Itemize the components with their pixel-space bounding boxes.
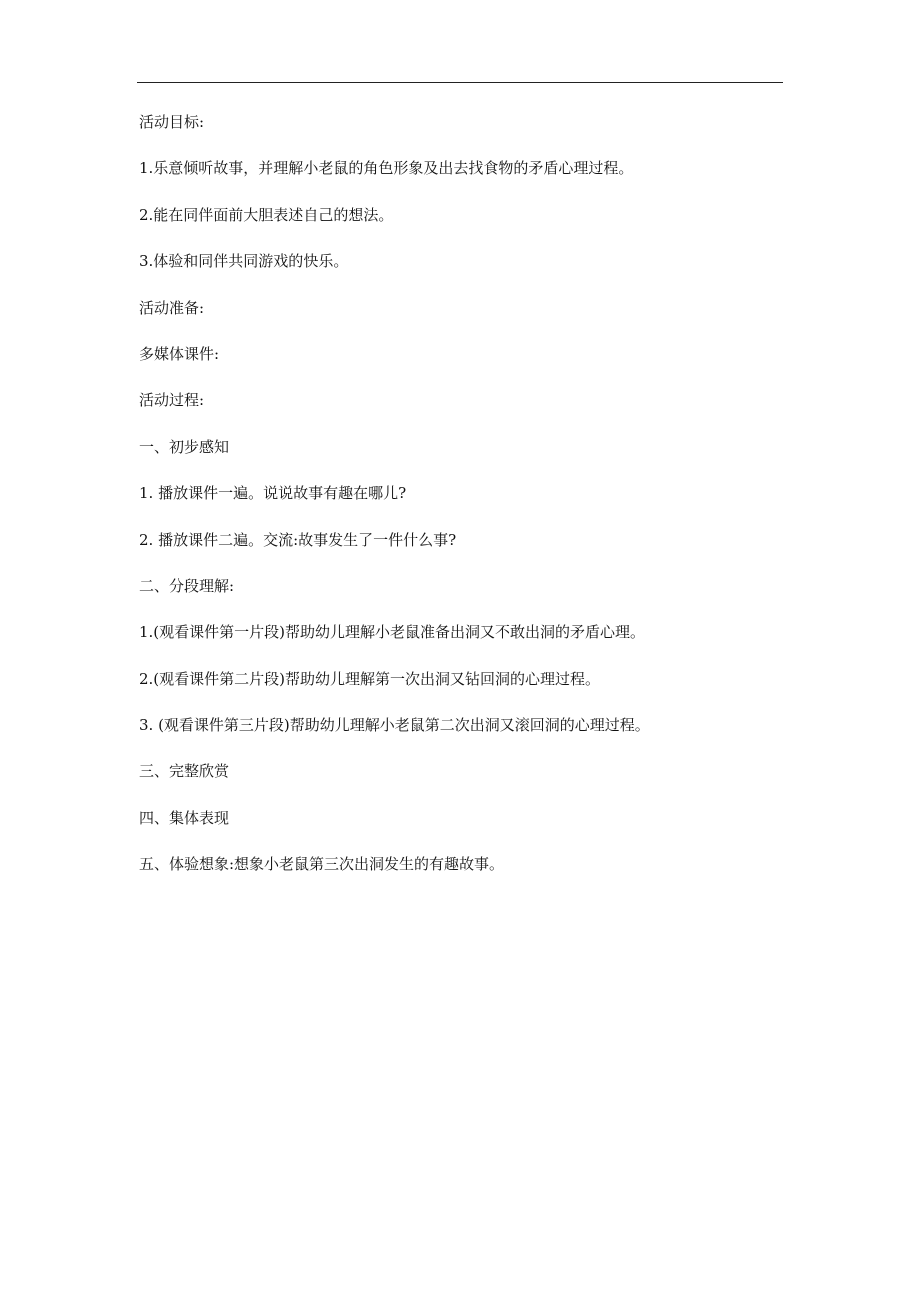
- process-step-1-item-1: 1. 播放课件一遍。说说故事有趣在哪儿?: [139, 484, 407, 503]
- document-body: [139, 112, 779, 901]
- goal-item-1: 1.乐意倾听故事，并理解小老鼠的角色形象及出去找食物的矛盾心理过程。: [139, 159, 634, 178]
- header-rule: [137, 82, 783, 83]
- goal-item-2: 2.能在同伴面前大胆表述自己的想法。: [139, 205, 394, 224]
- process-step-2-heading: 二、分段理解:: [139, 576, 235, 595]
- preparation-item: 多媒体课件:: [139, 344, 220, 363]
- process-step-3-heading: 三、完整欣赏: [139, 762, 230, 781]
- goal-item-3: 3.体验和同伴共同游戏的快乐。: [139, 252, 349, 271]
- section-heading-goals: 活动目标:: [139, 113, 205, 131]
- process-step-2-item-2: 2.(观看课件第二片段)帮助幼儿理解第一次出洞又钻回洞的心理过程。: [139, 669, 601, 688]
- process-step-1-item-2: 2. 播放课件二遍。交流:故事发生了一件什么事?: [139, 530, 457, 549]
- process-step-1-heading: 一、初步感知: [139, 437, 230, 456]
- process-step-4-heading: 四、集体表现: [139, 808, 230, 827]
- process-step-2-item-3: 3. (观看课件第三片段)帮助幼儿理解小老鼠第二次出洞又滚回洞的心理过程。: [139, 716, 650, 735]
- section-heading-process: 活动过程:: [139, 391, 205, 410]
- section-heading-preparation: 活动准备:: [139, 298, 205, 317]
- process-step-5-heading: 五、体验想象:想象小老鼠第三次出洞发生的有趣故事。: [139, 855, 505, 874]
- process-step-2-item-1: 1.(观看课件第一片段)帮助幼儿理解小老鼠准备出洞又不敢出洞的矛盾心理。: [139, 623, 646, 642]
